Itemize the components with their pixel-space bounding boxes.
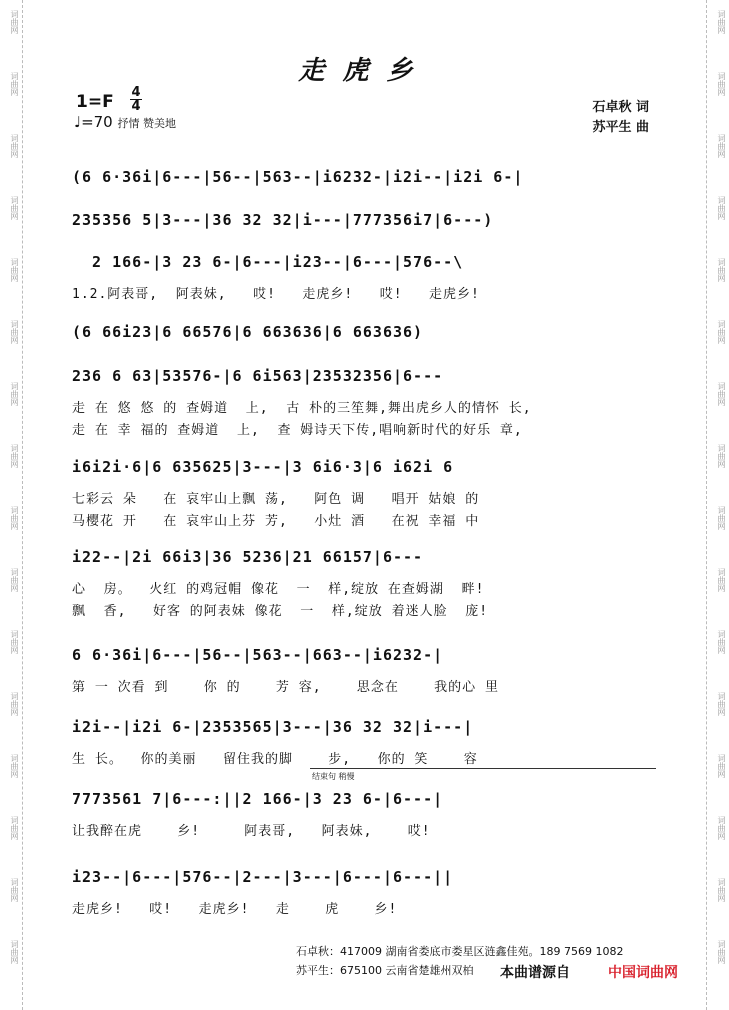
lyric-line: 走虎乡! 哎! 走虎乡! 走 虎 乡! — [72, 902, 398, 917]
watermark-text: 词曲网 — [717, 10, 726, 34]
lyric-line: 让我醉在虎 乡! 阿表哥, 阿表妹, 哎! — [72, 824, 431, 839]
watermark-text: 词曲网 — [10, 816, 19, 840]
watermark-text: 词曲网 — [717, 940, 726, 964]
source-label: 本曲谱源自 — [500, 965, 570, 981]
watermark-text: 词曲网 — [717, 258, 726, 282]
watermark-text: 词曲网 — [10, 134, 19, 158]
lyric-line: 心 房。 火红 的鸡冠帽 像花 一 样,绽放 在查姆湖 畔! — [72, 582, 485, 597]
lyric-line: 马樱花 开 在 哀牢山上芬 芳, 小灶 酒 在祝 幸福 中 — [72, 514, 480, 529]
watermark-text: 词曲网 — [10, 444, 19, 468]
lyric-line: 飘 香, 好客 的阿表妹 像花 一 样,绽放 着迷人脸 庞! — [72, 604, 489, 619]
lyric-line: 生 长。 你的美丽 留住我的脚 步, 你的 笑 容 — [72, 752, 478, 767]
watermark-text: 词曲网 — [10, 506, 19, 530]
watermark-text: 词曲网 — [10, 196, 19, 220]
notation-line: 235356 5|3---|36 32 32|i---|777356i7|6---) — [72, 211, 494, 229]
notation-line: 6 6·36i|6---|56--|563--|663--|i6232-| — [72, 646, 444, 664]
watermark-text: 词曲网 — [717, 72, 726, 96]
watermark-text: 词曲网 — [10, 382, 19, 406]
watermark-text: 词曲网 — [10, 630, 19, 654]
ending-tag: 结束句 稍慢 — [312, 772, 355, 781]
notation-line: (6 6·36i|6---|56--|563--|i6232-|i2i--|i2i 6-| — [72, 168, 524, 186]
notation-line: i22--|2i 66i3|36 5236|21 66157|6--- — [72, 548, 424, 566]
watermark-text: 词曲网 — [717, 568, 726, 592]
watermark-text: 词曲网 — [717, 692, 726, 716]
watermark-text: 词曲网 — [10, 258, 19, 282]
lyric-line: 第 一 次看 到 你 的 芳 容, 思念在 我的心 里 — [72, 680, 500, 695]
notation-line: 7773561 7|6---:||2 166-|3 23 6-|6---| — [72, 790, 444, 808]
watermark-text: 词曲网 — [717, 444, 726, 468]
watermark-text: 词曲网 — [717, 134, 726, 158]
notation-line: i23--|6---|576--|2---|3---|6---|6---|| — [72, 868, 454, 886]
lyric-line: 走 在 悠 悠 的 查姆道 上, 古 朴的三笙舞,舞出虎乡人的情怀 长, — [72, 401, 532, 416]
watermark-text: 词曲网 — [717, 878, 726, 902]
notation-line: i2i--|i2i 6-|2353565|3---|36 32 32|i---| — [72, 718, 474, 736]
lyric-line: 七彩云 朵 在 哀牢山上飘 荡, 阿色 调 唱开 姑娘 的 — [72, 492, 480, 507]
left-watermark-strip — [0, 0, 23, 1010]
lyricist-credit: 石卓秋 词 — [592, 100, 649, 115]
notation-line: 2 166-|3 23 6-|6---|i23--|6---|576--\ — [72, 253, 464, 271]
time-signature — [130, 86, 142, 113]
watermark-text: 词曲网 — [10, 320, 19, 344]
notation-line: 236 6 63|53576-|6 6i563|23532356|6--- — [72, 367, 444, 385]
right-watermark-strip — [706, 0, 729, 1010]
watermark-text: 词曲网 — [10, 568, 19, 592]
watermark-text: 词曲网 — [10, 940, 19, 964]
watermark-text: 词曲网 — [10, 10, 19, 34]
watermark-text: 词曲网 — [10, 72, 19, 96]
site-name[interactable]: 中国词曲网 — [608, 965, 678, 981]
meter-bottom: 4 — [131, 99, 141, 114]
notation-line: i6i2i·6|6 635625|3---|3 6i6·3|6 i62i 6 — [72, 458, 454, 476]
watermark-text: 词曲网 — [717, 382, 726, 406]
notation-line: (6 66i23|6 66576|6 663636|6 663636) — [72, 323, 424, 341]
watermark-text: 词曲网 — [717, 816, 726, 840]
contact-composer: 苏平生：675100 云南省楚雄州双柏 — [296, 964, 474, 977]
watermark-text: 词曲网 — [717, 196, 726, 220]
watermark-text: 词曲网 — [10, 692, 19, 716]
tempo-expression: 抒情 赞美地 — [117, 117, 177, 130]
key-signature: 1=F — [76, 92, 114, 112]
meter-top: 4 — [131, 85, 141, 100]
watermark-text: 词曲网 — [10, 754, 19, 778]
tempo-marking — [74, 113, 176, 131]
composer-credit: 苏平生 曲 — [592, 120, 649, 135]
lyric-line: 走 在 幸 福的 查姆道 上, 查 姆诗天下传,唱响新时代的好乐 章, — [72, 423, 523, 438]
tempo-value: ♩=70 — [74, 113, 113, 131]
contact-lyricist: 石卓秋：417009 湖南省娄底市娄星区涟鑫佳苑。189 7569 1082 — [296, 945, 624, 958]
watermark-text: 词曲网 — [10, 878, 19, 902]
ending-bracket — [310, 768, 656, 769]
watermark-text: 词曲网 — [717, 630, 726, 654]
watermark-text: 词曲网 — [717, 754, 726, 778]
watermark-text: 词曲网 — [717, 320, 726, 344]
song-title: 走虎乡 — [298, 56, 431, 86]
watermark-text: 词曲网 — [717, 506, 726, 530]
lyric-line: 1.2.阿表哥, 阿表妹, 哎! 走虎乡! 哎! 走虎乡! — [72, 287, 480, 302]
